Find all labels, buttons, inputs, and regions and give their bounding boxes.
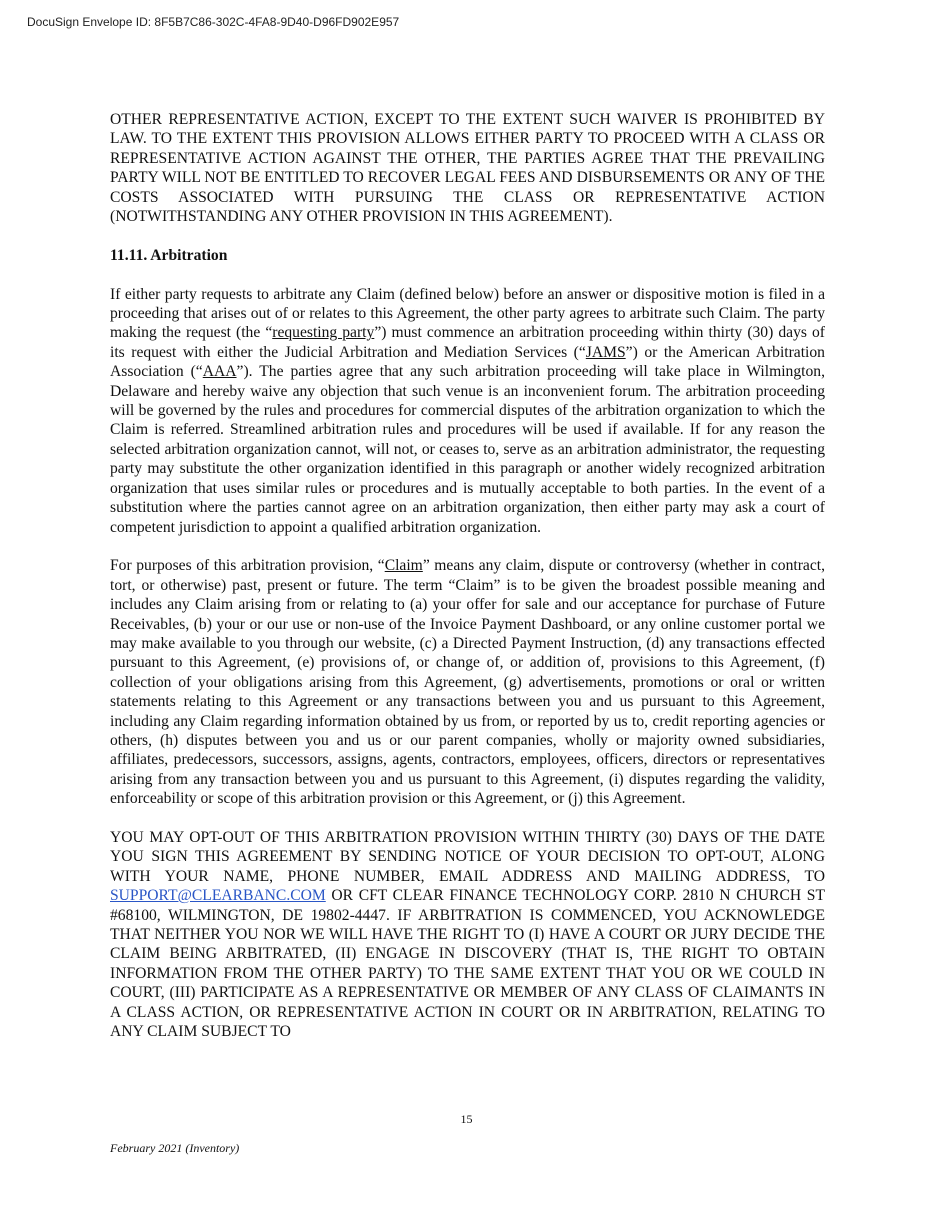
- text-segment: If either party requests to arbitrate any Claim (defined below) before an answer or dispositive motion is filed in a proceeding that arises out of or relates to this Agreement, the other party agrees to arbitrate such Claim. The party making the request (the “: [110, 285, 825, 342]
- text-segment: For purposes of this arbitration provision, “: [110, 557, 385, 575]
- defined-term-requesting-party: requesting party: [272, 324, 375, 342]
- footer-note: February 2021 (Inventory): [110, 1141, 240, 1155]
- docusign-envelope-id: DocuSign Envelope ID: 8F5B7C86-302C-4FA8-9D40-D96FD902E957: [27, 15, 400, 29]
- defined-term-claim: Claim: [384, 557, 423, 575]
- claim-definition-paragraph: [110, 556, 825, 808]
- document-body: [110, 110, 825, 1061]
- page-number: 15: [460, 1112, 473, 1126]
- text-segment: ” means any claim, dispute or controversy (whether in contract, tort, or otherwise) past, present or future. The term “Claim” is to be given the broadest possible meaning and includes any Claim arising from or relating to (a) your offer for sale and our acceptance for purchase of Future Receivables, (b) your or our use or non-use of the Invoice Payment Dashboard, or any online customer portal we may make available to you through our website, (c) a Directed Payment Instruction, (d) any transactions effected pursuant to this Agreement, (e) provisions of, or change of, or addition of, provisions to this Agreement, (f) collection of your obligations arising from this Agreement, (g) advertisements, promotions or oral or written statements relating to this Agreement or any transactions between you and us pursuant to this Agreement, including any Claim regarding information obtained by us from, or reported by us to, credit reporting agencies or others, (h) disputes between you and us or our parent companies, wholly or majority owned subsidiaries, affiliates, predecessors, successors, assigns, agents, contractors, employees, officers, directors or representatives arising from any transaction between you and us pursuant to this Agreement, (i) disputes regarding the validity, enforceability or scope of this arbitration provision or this Agreement, or (j) this Agreement.: [110, 557, 825, 808]
- intro-paragraph: OTHER REPRESENTATIVE ACTION, EXCEPT TO THE EXTENT SUCH WAIVER IS PROHIBITED BY LAW. TO THE EXTENT THIS PROVISION ALLOWS EITHER PARTY TO PROCEED WITH A CLASS OR REPRESENTATIVE ACTION AGAINST THE OTHER, THE PARTIES AGREE THAT THE PREVAILING PARTY WILL NOT BE ENTITLED TO RECOVER LEGAL FEES AND DISBURSEMENTS OR ANY OF THE COSTS ASSOCIATED WITH PURSUING THE CLASS OR REPRESENTATIVE ACTION (NOTWITHSTANDING ANY OTHER PROVISION IN THIS AGREEMENT).: [110, 111, 825, 226]
- arbitration-paragraph: [110, 285, 825, 537]
- support-email-link[interactable]: SUPPORT@CLEARBANC.COM: [110, 887, 326, 905]
- text-segment: OR CFT CLEAR FINANCE TECHNOLOGY CORP. 2810 N CHURCH ST #68100, WILMINGTON, DE 19802-4447. IF ARBITRATION IS COMMENCED, YOU ACKNOWLEDGE THAT NEITHER YOU NOR WE WILL HAVE THE RIGHT TO (I) HAVE A COURT OR JURY DECIDE THE CLAIM BEING ARBITRATED, (II) ENGAGE IN DISCOVERY (THAT IS, THE RIGHT TO OBTAIN INFORMATION FROM THE OTHER PARTY) TO THE SAME EXTENT THAT YOU OR WE COULD IN COURT, (III) PARTICIPATE AS A REPRESENTATIVE OR MEMBER OF ANY CLASS OF CLAIMANTS IN A CLASS ACTION, OR REPRESENTATIVE ACTION IN COURT OR IN ARBITRATION, RELATING TO ANY CLAIM SUBJECT TO: [110, 887, 825, 1041]
- text-segment: ”) or the American Arbitration Association (“: [110, 343, 825, 381]
- text-segment: YOU MAY OPT-OUT OF THIS ARBITRATION PROVISION WITHIN THIRTY (30) DAYS OF THE DATE YOU SIGN THIS AGREEMENT BY SENDING NOTICE OF YOUR DECISION TO OPT-OUT, ALONG WITH YOUR NAME, PHONE NUMBER, EMAIL ADDRESS AND MAILING ADDRESS, TO: [110, 828, 825, 885]
- defined-term-aaa: AAA: [202, 363, 237, 381]
- text-segment: ”) must commence an arbitration proceeding within thirty (30) days of its request with either the Judicial Arbitration and Mediation Services (“: [110, 324, 825, 361]
- opt-out-paragraph: [110, 828, 825, 1041]
- section-heading: 11.11. Arbitration: [110, 246, 228, 264]
- defined-term-jams: JAMS: [585, 343, 626, 361]
- text-segment: ”). The parties agree that any such arbitration proceeding will take place in Wilmington, Delaware and hereby waive any objection that such venue is an inconvenient forum. The arbitration proceeding will be governed by the rules and procedures for commercial disputes of the arbitration organization to which the Claim is referred. Streamlined arbitration rules and procedures will be used if available. If for any reason the selected arbitration organization cannot, will not, or ceases to, serve as an arbitration administrator, the requesting party may substitute the other organization identified in this paragraph or another widely recognized arbitration organization that uses similar rules or procedures and is mutually acceptable to both parties. In the event of a substitution where the parties cannot agree on an arbitration organization, then either party may ask a court of competent jurisdiction to appoint a qualified arbitration organization.: [110, 363, 825, 536]
